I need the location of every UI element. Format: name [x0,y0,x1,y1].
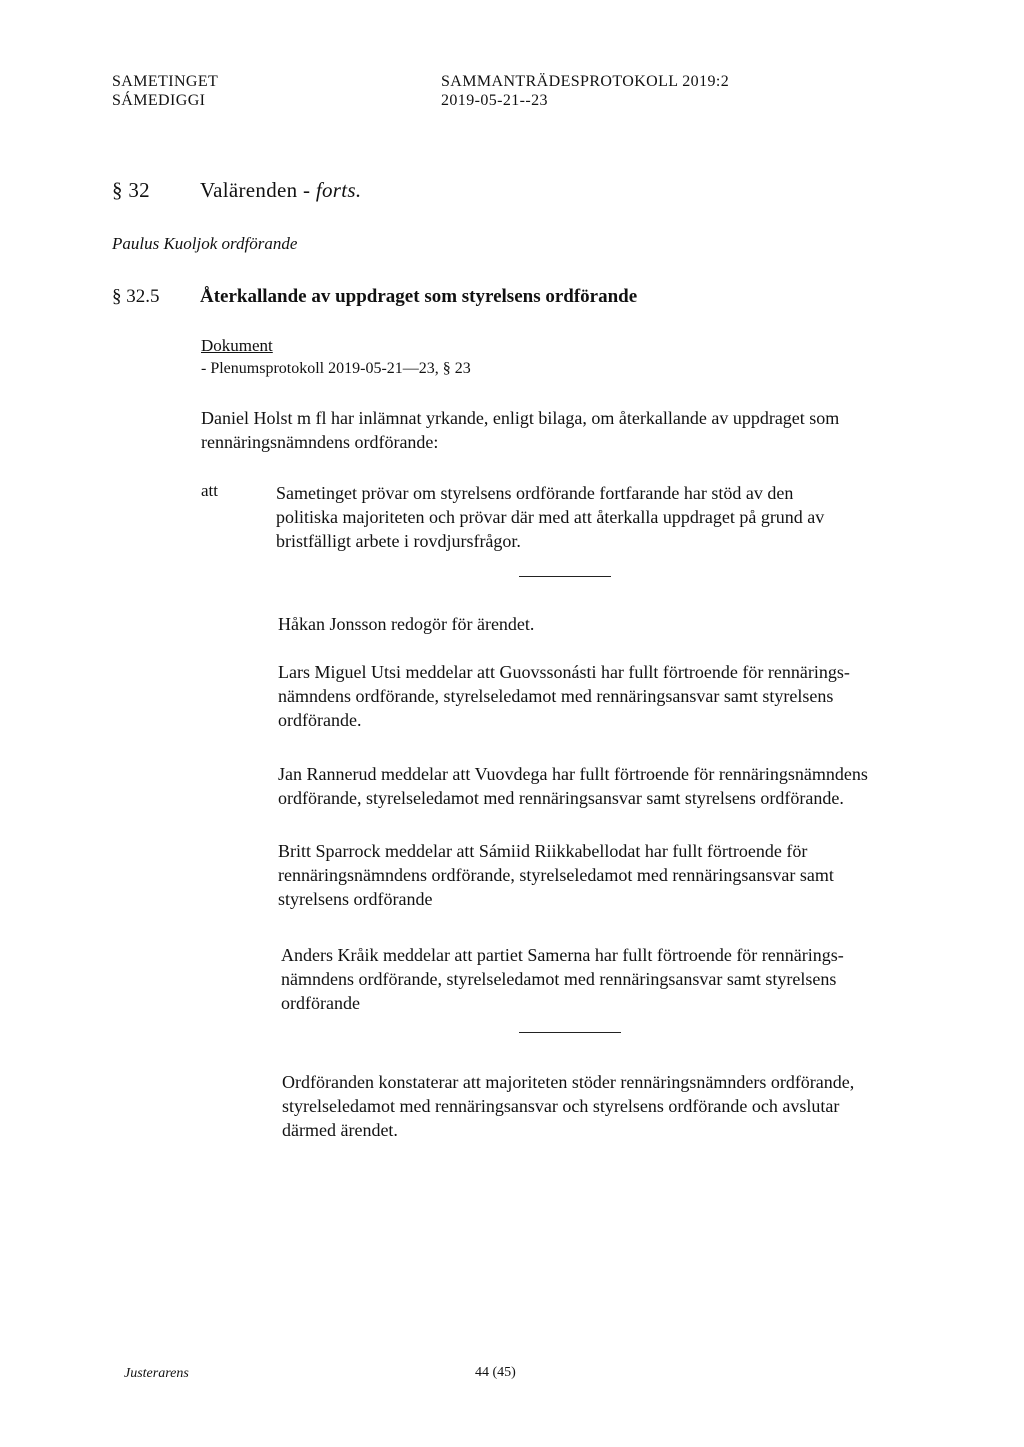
paragraph-line: Daniel Holst m fl har inlämnat yrkande, enligt bilaga, om återkallande av uppdraget som [201,408,840,428]
subsection-heading [112,286,637,308]
paragraph-line: bristfälligt arbete i rovdjursfrågor. [276,531,521,551]
paragraph-line: Lars Miguel Utsi meddelar att Guovssonásti har fullt förtroende för rennärings- [278,662,850,682]
org-name-swedish: SAMETINGET [112,73,219,90]
proposal-intro-paragraph [201,406,839,454]
paragraph-line: rennäringsnämndens ordförande, styrelseledamot med rennäringsansvar samt [278,865,834,885]
paragraph-line: nämndens ordförande, styrelseledamot med rennäringsansvar samt styrelsens [278,686,834,706]
document-list-item: - Plenumsprotokoll 2019-05-21—23, § 23 [201,360,471,377]
subsection-title: Återkallande av uppdraget som styrelsens ordförande [200,286,638,307]
statement-paragraph [278,762,868,810]
section-heading [112,178,361,203]
conclusion-paragraph [282,1070,854,1142]
document-header-organization [112,72,218,110]
documents-label: Dokument [201,336,273,355]
statement-paragraph [281,943,844,1015]
paragraph-line: styrelsens ordförande [278,889,433,909]
separator-line [519,576,611,577]
att-clause-label: att [201,481,218,500]
paragraph-line: ordförande [281,993,360,1013]
paragraph-line: politiska majoriteten och prövar där med att återkalla uppdraget på grund av [276,507,825,527]
org-name-sami: SÁMEDIGGI [112,92,206,109]
report-paragraph [278,612,534,636]
statement-paragraph [278,660,850,732]
protocol-dates: 2019-05-21--23 [441,92,548,109]
protocol-title: SAMMANTRÄDESPROTOKOLL 2019:2 [441,73,730,90]
paragraph-line: Ordföranden konstaterar att majoriteten stöder rennäringsnämnders ordförande, [282,1072,855,1092]
paragraph-line: Sametinget prövar om styrelsens ordförande fortfarande har stöd av den [276,483,794,503]
paragraph-line: styrelseledamot med rennäringsansvar och styrelsens ordförande och avslutar [282,1096,840,1116]
subsection-number: § 32.5 [112,286,160,307]
chairperson-line: Paulus Kuoljok ordförande [112,234,298,253]
statement-paragraph [278,839,834,911]
signature-label: Justerarens [124,1366,189,1381]
paragraph-line: ordförande. [278,710,362,730]
paragraph-line: Håkan Jonsson redogör för ärendet. [278,614,535,634]
paragraph-line: därmed ärendet. [282,1120,398,1140]
paragraph-line: Jan Rannerud meddelar att Vuovdega har fullt förtroende för rennäringsnämndens [278,764,868,784]
page-number: 44 (45) [475,1365,516,1380]
proposal-clause-paragraph [276,481,824,553]
section-number: § 32 [112,178,150,202]
paragraph-line: nämndens ordförande, styrelseledamot med rennäringsansvar samt styrelsens [281,969,837,989]
paragraph-line: rennäringsnämndens ordförande: [201,432,439,452]
separator-line [519,1032,621,1033]
paragraph-line: Britt Sparrock meddelar att Sámiid Riikkabellodat har fullt förtroende för [278,841,808,861]
paragraph-line: ordförande, styrelseledamot med rennäringsansvar samt styrelsens ordförande. [278,788,844,808]
section-title-suffix: forts. [315,178,362,202]
paragraph-line: Anders Kråik meddelar att partiet Samerna har fullt förtroende för rennärings- [281,945,844,965]
section-title: Valärenden - [200,178,311,202]
document-header-protocol [441,72,729,110]
